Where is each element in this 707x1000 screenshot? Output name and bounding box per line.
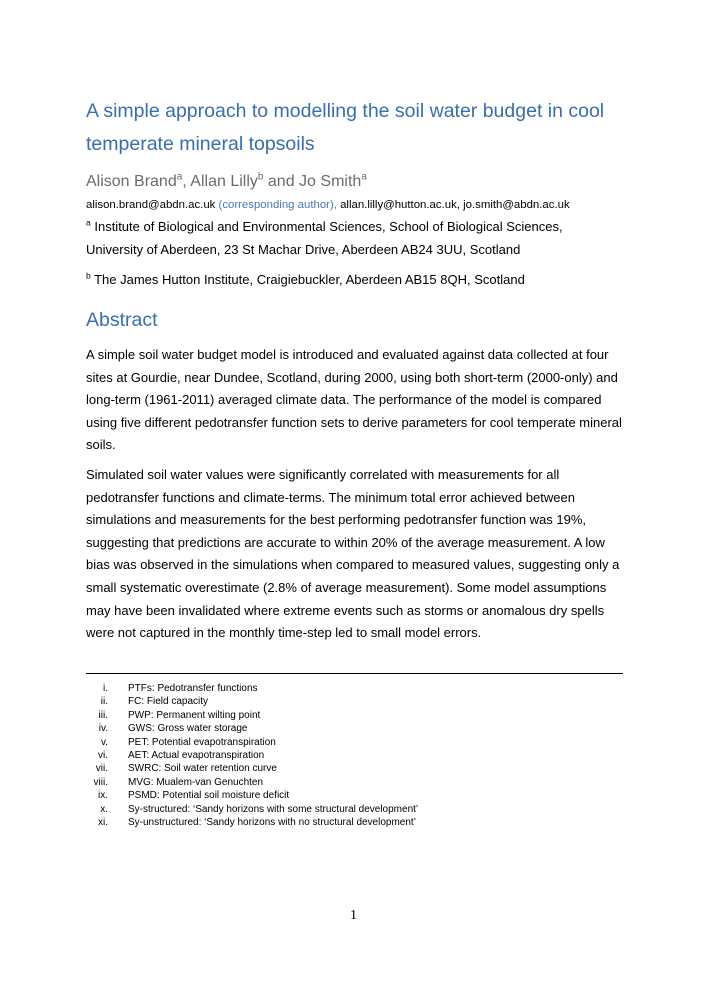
corresponding-author-note: (corresponding author), [215,199,337,211]
list-item-number: vi. [98,749,108,761]
list-item [86,749,626,762]
list-item [86,736,626,749]
list-item-text: SWRC: Soil water retention curve [128,763,277,775]
paper-title-line-1: A simple approach to modelling the soil water budget in cool [86,100,605,122]
paper-title-line-2: temperate mineral topsoils [86,133,315,155]
list-item [86,695,626,708]
author-name: Jo Smith [299,173,362,190]
list-item-text: AET: Actual evapotranspiration [128,749,265,761]
list-item-text: PTFs: Pedotransfer functions [128,683,258,694]
list-item-text: PWP: Permanent wilting point [128,709,261,721]
list-item [86,722,626,735]
list-item-text: PSMD: Potential soil moisture deficit [128,790,290,802]
list-item [86,816,626,829]
list-item-text: PET: Potential evapotranspiration [128,736,276,748]
email-link[interactable]: allan.lilly@hutton.ac.uk [336,199,457,211]
author-emails [86,197,646,213]
email-separator: , [456,199,460,211]
list-item-text: Sy-unstructured: ‘Sandy horizons with no structural development’ [128,816,416,828]
list-item-number: ix. [98,790,108,802]
list-item-number: x. [100,803,108,815]
author-separator: , [182,173,191,190]
list-item [86,789,626,802]
list-item [86,762,626,775]
list-item [86,682,626,695]
abbreviation-list [86,682,626,829]
footnote-divider [86,673,623,674]
paper-title [86,95,626,161]
author-separator: and [263,173,300,190]
list-item-text: Sy-structured: ‘Sandy horizons with some structural development’ [128,803,419,815]
affiliation-marker: b [257,171,264,183]
page-number: 1 [350,908,357,923]
author-list [86,170,626,194]
list-item-text: FC: Field capacity [128,696,209,708]
email-link[interactable]: alison.brand@abdn.ac.uk [86,199,216,211]
affiliation-a [86,215,646,261]
list-item-number: vii. [95,763,108,775]
abstract-paragraph: A simple soil water budget model is introduced and evaluated against data collected at four sites at Gourdie, near Dundee, Scotland, during 2000, using both short-term (2000-only) and long-term (1961-2011) averaged climate data. The performance of the model is compared using five different pedotransfer function sets to derive parameters for cool temperate mineral soils. [86,347,622,453]
affiliation-text: Institute of Biological and Environmental Sciences, School of Biological Sciences, [90,219,563,234]
list-item-number: iv. [98,723,108,735]
affiliation-text: The James Hutton Institute, Craigiebuckler, Aberdeen AB15 8QH, Scotland [90,272,525,287]
affiliation-marker: a [86,217,91,228]
list-item-number: xi. [98,816,108,828]
abstract-heading: Abstract [86,309,158,331]
affiliation-marker: b [86,270,91,281]
author-name: Allan Lilly [190,173,258,190]
list-item-number: i. [103,683,108,694]
list-item-text: MVG: Mualem-van Genuchten [128,776,264,788]
author-name: Alison Brand [86,173,177,190]
affiliation-b [86,268,646,291]
list-item-text: GWS: Gross water storage [128,723,248,735]
email-link[interactable]: jo.smith@abdn.ac.uk [459,199,570,211]
affiliation-marker: a [361,171,367,183]
affiliation-text: University of Aberdeen, 23 St Machar Drive, Aberdeen AB24 3UU, Scotland [86,242,521,257]
abstract-paragraph: Simulated soil water values were significantly correlated with measurements for all pedotransfer functions and climate-terms. The minimum total error achieved between simulations and measurements for the best performing pedotransfer function was 19%, suggesting that predictions are accurate to within 20% of the average measurement. A low bias was observed in the simulations when compared to measured values, suggesting only a small systematic overestimate (2.8% of average measurement). Some model assumptions may have been invalidated where extreme events such as storms or anomalous dry spells were not captured in the monthly time-step led to small model errors. [86,467,620,641]
list-item [86,776,626,789]
list-item [86,803,626,816]
affiliation-marker: a [176,171,183,183]
list-item [86,709,626,722]
list-item-number: ii. [100,696,108,708]
list-item-number: iii. [98,709,108,721]
list-item-number: viii. [93,776,108,788]
list-item-number: v. [100,736,108,748]
